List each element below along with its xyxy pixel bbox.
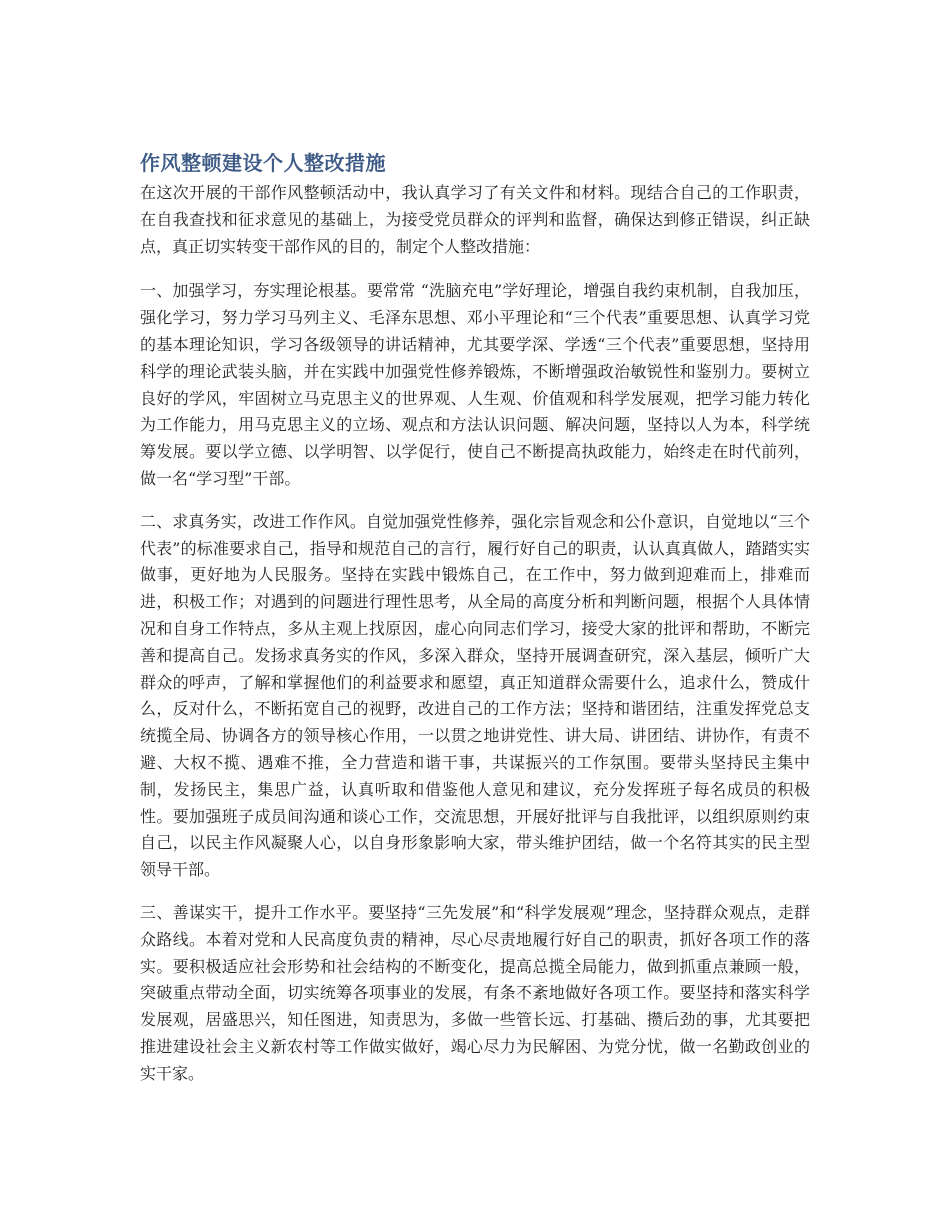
intro-paragraph: 在这次开展的干部作风整顿活动中，我认真学习了有关文件和材料。现结合自己的工作职责，在自我查找和征求意见的基础上，为接受党员群众的评判和监督，确保达到修正错误，纠正缺点，真正切实转变干部作风的目的，制定个人整改措施： bbox=[140, 183, 810, 256]
document-title: 作风整顿建设个人整改措施 bbox=[140, 151, 386, 175]
paragraph-work-level: 三、善谋实干，提升工作水平。要坚持“三先发展”和“科学发展观”理念，坚持群众观点，走群众路线。本着对党和人民高度负责的精神，尽心尽责地履行好自己的职责，抓好各项工作的落实。要积极适应社会形势和社会结构的不断变化，提高总揽全局能力，做到抓重点兼顾一般，突破重点带动全面，切实统筹各项事业的发展，有条不紊地做好各项工作。要坚持和落实科学发展观，居盛思兴，知任图进，知责思为，多做一些管长远、打基础、攒后劲的事，尤其要把推进建设社会主义新农村等工作做实做好，竭心尽力为民解困、为党分忧，做一名勤政创业的实干家。 bbox=[140, 902, 810, 1083]
document-page bbox=[140, 148, 810, 1104]
paragraph-work-style: 二、求真务实，改进工作作风。自觉加强党性修养，强化宗旨观念和公仆意识，自觉地以“三个代表”的标准要求自己，指导和规范自己的言行，履行好自己的职责，认认真真做人，踏踏实实做事，更好地为人民服务。坚持在实践中锻炼自己，在工作中，努力做到迎难而上，排难而进，积极工作；对遇到的问题进行理性思考，从全局的高度分析和判断问题，根据个人具体情况和自身工作特点，多从主观上找原因，虚心向同志们学习，接受大家的批评和帮助，不断完善和提高自己。发扬求真务实的作风，多深入群众，坚持开展调查研究，深入基层，倾听广大群众的呼声，了解和掌握他们的利益要求和愿望，真正知道群众需要什么，追求什么，赞成什么，反对什么，不断拓宽自己的视野，改进自己的工作方法；坚持和谐团结，注重发挥党总支统揽全局、协调各方的领导核心作用，一以贯之地讲党性、讲大局、讲团结、讲协作，有责不避、大权不揽、遇难不推，全力营造和谐干事，共谋振兴的工作氛围。要带头坚持民主集中制，发扬民主，集思广益，认真听取和借鉴他人意见和建议，充分发挥班子每名成员的积极性。要加强班子成员间沟通和谈心工作，交流思想，开展好批评与自我批评，以组织原则约束自己，以民主作风凝聚人心，以自身形象影响大家，带头维护团结，做一个名符其实的民主型领导干部。 bbox=[140, 511, 810, 880]
paragraph-study: 一、加强学习，夯实理论根基。要常常 “洗脑充电”学好理论，增强自我约束机制，自我加压，强化学习，努力学习马列主义、毛泽东思想、邓小平理论和“三个代表”重要思想、认真学习党的基本理论知识，学习各级领导的讲话精神，尤其要学深、学透“三个代表”重要思想，坚持用科学的理论武装头脑，并在实践中加强党性修养锻炼，不断增强政治敏锐性和鉴别力。要树立良好的学风，牢固树立马克思主义的世界观、人生观、价值观和科学发展观，把学习能力转化为工作能力，用马克思主义的立场、观点和方法认识问题、解决问题，坚持以人为本，科学统筹发展。要以学立德、以学明智、以学促行，使自己不断提高执政能力，始终走在时代前列，做一名“学习型”干部。 bbox=[140, 281, 810, 488]
